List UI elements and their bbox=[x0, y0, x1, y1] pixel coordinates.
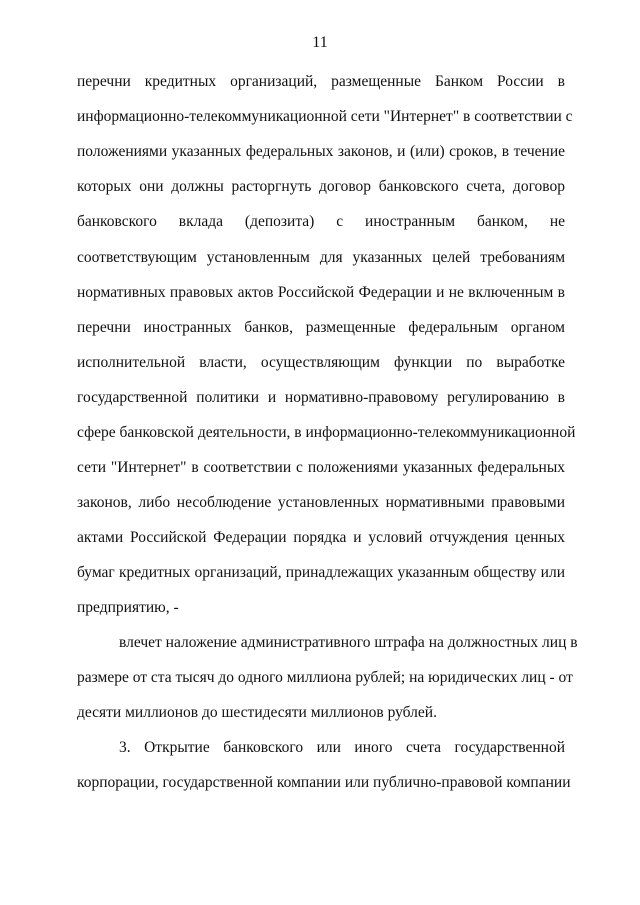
text-line: 3. Открытие банковского или иного счета государственной bbox=[119, 739, 565, 756]
text-line: положениями указанных федеральных законов, и (или) сроков, в течение bbox=[77, 143, 565, 160]
text-line: перечни кредитных организаций, размещенные Банком России в bbox=[77, 73, 565, 90]
text-line: сфере банковской деятельности, в информационно-телекоммуникационной bbox=[77, 424, 576, 441]
text-line: корпорации, государственной компании или публично-правовой компании bbox=[77, 774, 571, 791]
text-line: которых они должны расторгнуть договор банковского счета, договор bbox=[77, 178, 565, 195]
text-line: перечни иностранных банков, размещенные федеральным органом bbox=[77, 319, 565, 336]
text-line: нормативных правовых актов Российской Федерации и не включенным в bbox=[77, 284, 565, 301]
text-line: влечет наложение административного штрафа на должностных лиц в bbox=[119, 634, 578, 651]
page-number: 11 bbox=[312, 34, 328, 51]
text-line: государственной политики и нормативно-правовому регулированию в bbox=[77, 389, 565, 406]
text-line: соответствующим установленным для указанных целей требованиям bbox=[77, 249, 565, 266]
text-line: сети "Интернет" в соответствии с положениями указанных федеральных bbox=[77, 459, 565, 476]
text-line: десяти миллионов до шестидесяти миллионов рублей. bbox=[77, 704, 437, 721]
text-line: бумаг кредитных организаций, принадлежащих указанным обществу или bbox=[77, 564, 565, 581]
text-line: исполнительной власти, осуществляющим функции по выработке bbox=[77, 354, 565, 371]
text-line: размере от ста тысяч до одного миллиона рублей; на юридических лиц - от bbox=[77, 669, 573, 686]
text-line: актами Российской Федерации порядка и условий отчуждения ценных bbox=[77, 529, 565, 546]
text-line: предприятию, - bbox=[77, 599, 179, 616]
text-line: информационно-телекоммуникационной сети "Интернет" в соответствии с bbox=[77, 108, 573, 125]
text-line: банковского вклада (депозита) с иностранным банком, не bbox=[77, 213, 565, 230]
text-line: законов, либо несоблюдение установленных нормативными правовыми bbox=[77, 494, 565, 511]
